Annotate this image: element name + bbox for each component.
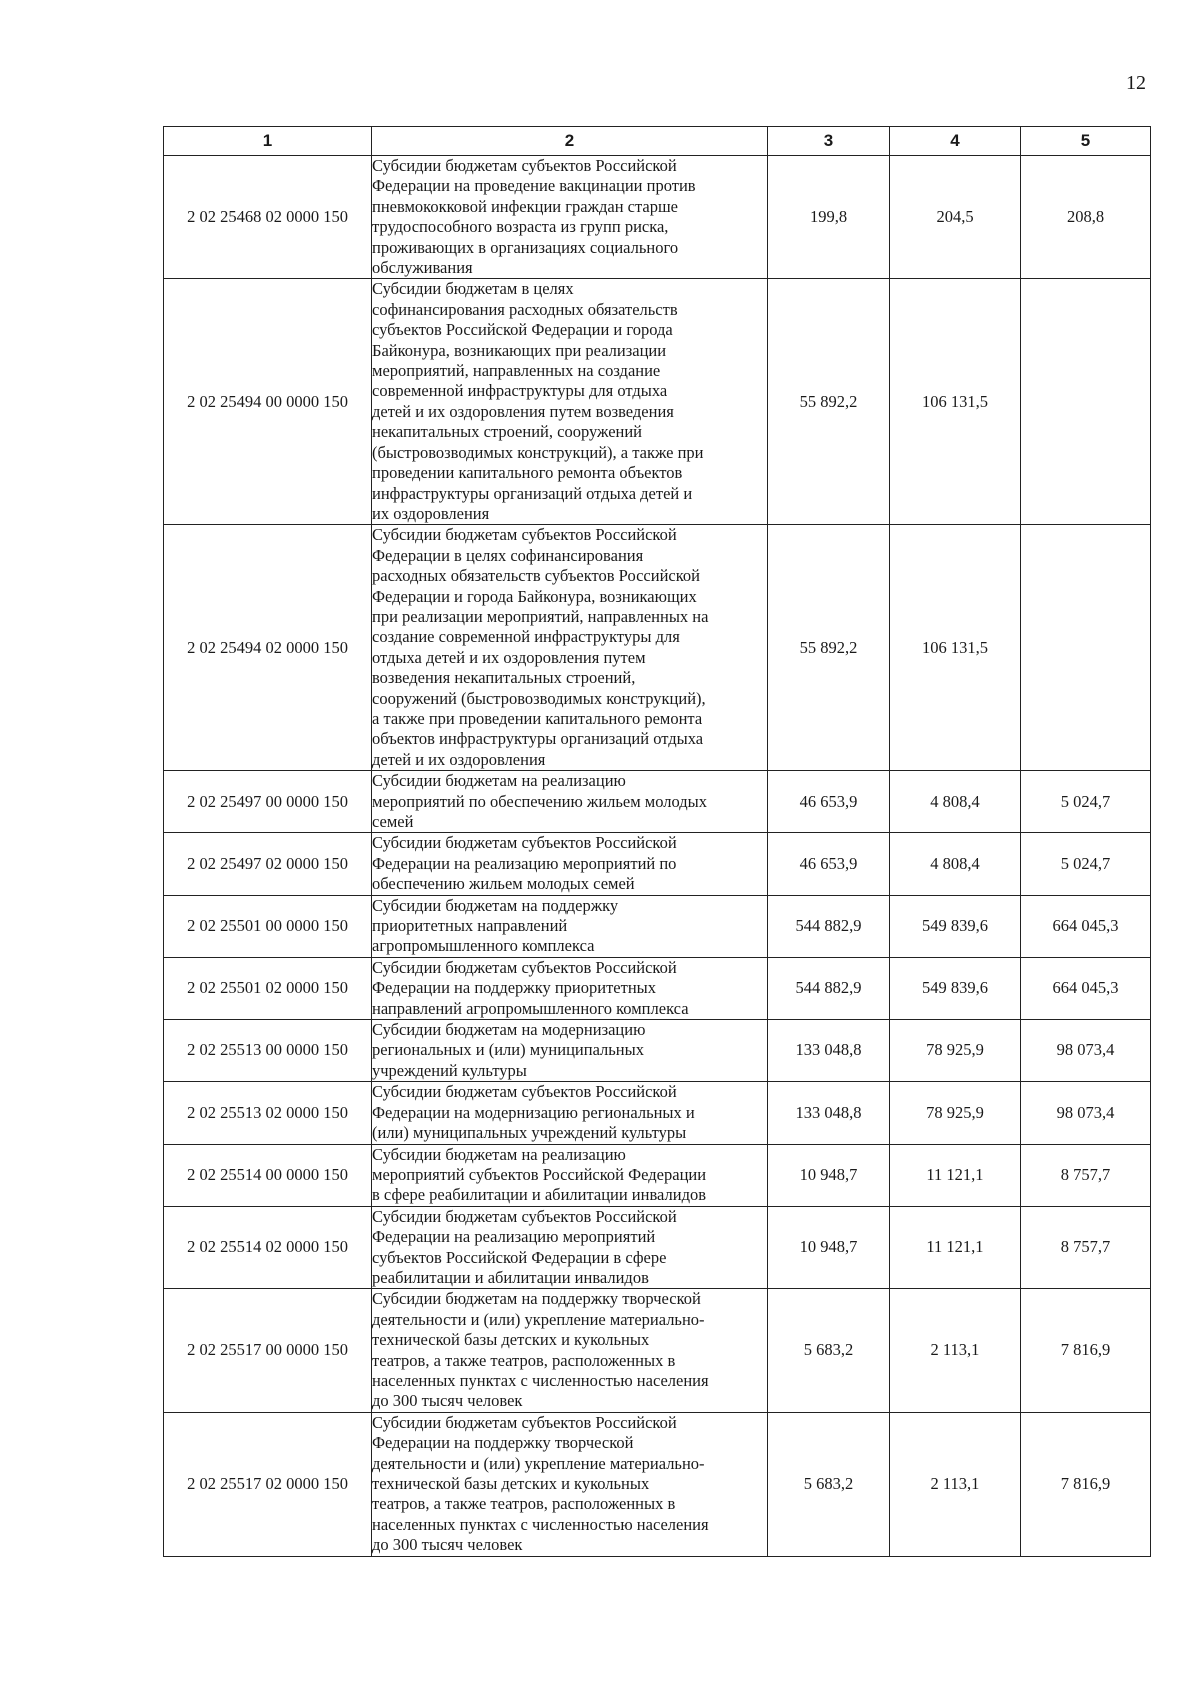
table-row: [164, 1412, 1151, 1556]
description-line: региональных и (или) муниципальных: [372, 1040, 644, 1060]
description-cell: [372, 1020, 768, 1082]
description-cell: [372, 156, 768, 279]
description-line: софинансирования расходных обязательств: [372, 299, 678, 319]
budget-code-cell: 2 02 25513 00 0000 150: [164, 1020, 372, 1082]
description-cell: [372, 1144, 768, 1206]
description-line: мероприятий по обеспечению жильем молодых: [372, 791, 708, 811]
description-cell: [372, 279, 768, 525]
description-line: семей: [372, 812, 414, 831]
amount-col4-cell: 2 113,1: [890, 1412, 1021, 1556]
amount-col4-cell: 11 121,1: [890, 1144, 1021, 1206]
table-row: [164, 1082, 1151, 1144]
table-row: [164, 1020, 1151, 1082]
description-line: Федерации на реализацию мероприятий: [372, 1227, 656, 1247]
page-number: 12: [1126, 72, 1146, 94]
table-row: [164, 279, 1151, 525]
description-cell: [372, 1206, 768, 1289]
description-cell: [372, 1082, 768, 1144]
description-line: проживающих в организациях социального: [372, 237, 679, 257]
amount-col3-cell: 55 892,2: [768, 525, 890, 771]
amount-col5-cell: 8 757,7: [1021, 1206, 1151, 1289]
description-line: Федерации на поддержку приоритетных: [372, 978, 657, 998]
amount-col5-cell: 208,8: [1021, 156, 1151, 279]
amount-col3-cell: 544 882,9: [768, 957, 890, 1019]
description-line: Субсидии бюджетам субъектов Российской: [372, 525, 677, 545]
description-line: Субсидии бюджетам на реализацию: [372, 1144, 626, 1164]
description-line: их оздоровления: [372, 503, 490, 523]
description-line: Субсидии бюджетам субъектов Российской: [372, 1206, 677, 1226]
description-line: деятельности и (или) укрепление материально-: [372, 1453, 705, 1473]
description-line: населенных пунктах с численностью населения: [372, 1514, 709, 1534]
amount-col4-cell: 106 131,5: [890, 525, 1021, 771]
table-row: [164, 1144, 1151, 1206]
description-line: театров, а также театров, расположенных в: [372, 1494, 676, 1514]
description-line: детей и их оздоровления: [372, 749, 546, 769]
amount-col3-cell: 199,8: [768, 156, 890, 279]
amount-col5-cell: 664 045,3: [1021, 895, 1151, 957]
description-line: обслуживания: [372, 258, 473, 278]
amount-col4-cell: 4 808,4: [890, 771, 1021, 833]
table-row: [164, 957, 1151, 1019]
description-line: субъектов Российской Федерации и города: [372, 320, 673, 340]
description-line: (или) муниципальных учреждений культуры: [372, 1123, 687, 1143]
description-line: проведении капитального ремонта объектов: [372, 463, 683, 483]
amount-col3-cell: 544 882,9: [768, 895, 890, 957]
description-line: трудоспособного возраста из групп риска,: [372, 217, 669, 237]
description-line: в сфере реабилитации и абилитации инвалидов: [372, 1185, 707, 1205]
header-col-1: 1: [164, 127, 372, 156]
amount-col4-cell: 106 131,5: [890, 279, 1021, 525]
description-line: агропромышленного комплекса: [372, 936, 595, 956]
table-body: [164, 156, 1151, 1557]
budget-code-cell: 2 02 25517 00 0000 150: [164, 1289, 372, 1412]
description-line: современной инфраструктуры для отдыха: [372, 381, 668, 401]
budget-code-cell: 2 02 25501 02 0000 150: [164, 957, 372, 1019]
budget-table: [163, 126, 1151, 1557]
budget-code-cell: 2 02 25514 00 0000 150: [164, 1144, 372, 1206]
header-col-4: 4: [890, 127, 1021, 156]
amount-col4-cell: 4 808,4: [890, 833, 1021, 895]
header-col-2: 2: [372, 127, 768, 156]
header-col-3: 3: [768, 127, 890, 156]
budget-code-cell: 2 02 25513 02 0000 150: [164, 1082, 372, 1144]
table-row: [164, 525, 1151, 771]
amount-col4-cell: 78 925,9: [890, 1020, 1021, 1082]
description-cell: [372, 1412, 768, 1556]
budget-code-cell: 2 02 25497 02 0000 150: [164, 833, 372, 895]
description-line: технической базы детских и кукольных: [372, 1330, 650, 1350]
description-line: некапитальных строений, сооружений: [372, 422, 643, 442]
description-line: а также при проведении капитального ремонта: [372, 708, 703, 728]
description-line: Федерации на модернизацию региональных и: [372, 1102, 695, 1122]
description-line: Федерации на реализацию мероприятий по: [372, 853, 677, 873]
amount-col5-cell: 7 816,9: [1021, 1412, 1151, 1556]
budget-code-cell: 2 02 25494 02 0000 150: [164, 525, 372, 771]
description-line: Субсидии бюджетам субъектов Российской: [372, 833, 677, 853]
amount-col3-cell: 133 048,8: [768, 1082, 890, 1144]
table-row: [164, 1206, 1151, 1289]
description-line: населенных пунктах с численностью населения: [372, 1370, 709, 1390]
description-line: деятельности и (или) укрепление материально-: [372, 1309, 705, 1329]
amount-col3-cell: 5 683,2: [768, 1289, 890, 1412]
description-line: Субсидии бюджетам на модернизацию: [372, 1020, 646, 1040]
description-line: создание современной инфраструктуры для: [372, 627, 680, 647]
amount-col3-cell: 5 683,2: [768, 1412, 890, 1556]
amount-col5-cell: 98 073,4: [1021, 1082, 1151, 1144]
amount-col3-cell: 46 653,9: [768, 833, 890, 895]
description-line: расходных обязательств субъектов Российской: [372, 566, 700, 586]
amount-col3-cell: 46 653,9: [768, 771, 890, 833]
amount-col5-cell: 664 045,3: [1021, 957, 1151, 1019]
description-line: Субсидии бюджетам на поддержку творческой: [372, 1289, 701, 1309]
description-line: Субсидии бюджетам субъектов Российской: [372, 957, 677, 977]
description-cell: [372, 833, 768, 895]
amount-col5-cell: 98 073,4: [1021, 1020, 1151, 1082]
description-line: Субсидии бюджетам в целях: [372, 279, 574, 299]
description-line: до 300 тысяч человек: [372, 1535, 523, 1555]
amount-col5-cell: [1021, 525, 1151, 771]
budget-code-cell: 2 02 25514 02 0000 150: [164, 1206, 372, 1289]
description-line: мероприятий, направленных на создание: [372, 361, 661, 381]
description-line: Байконура, возникающих при реализации: [372, 340, 667, 360]
amount-col3-cell: 10 948,7: [768, 1206, 890, 1289]
amount-col5-cell: 8 757,7: [1021, 1144, 1151, 1206]
description-cell: [372, 1289, 768, 1412]
description-line: Субсидии бюджетам на реализацию: [372, 771, 626, 791]
budget-code-cell: 2 02 25517 02 0000 150: [164, 1412, 372, 1556]
description-line: Федерации на проведение вакцинации против: [372, 176, 696, 196]
table-row: [164, 895, 1151, 957]
description-line: объектов инфраструктуры организаций отдыха: [372, 729, 704, 749]
description-line: до 300 тысяч человек: [372, 1391, 523, 1411]
table-row: [164, 771, 1151, 833]
table-row: [164, 156, 1151, 279]
description-line: возведения некапитальных строений,: [372, 668, 636, 688]
description-cell: [372, 771, 768, 833]
amount-col5-cell: 7 816,9: [1021, 1289, 1151, 1412]
description-line: Федерации на поддержку творческой: [372, 1433, 634, 1453]
description-line: реабилитации и абилитации инвалидов: [372, 1267, 649, 1287]
description-line: отдыха детей и их оздоровления путем: [372, 647, 646, 667]
description-line: Субсидии бюджетам субъектов Российской: [372, 156, 677, 175]
amount-col5-cell: 5 024,7: [1021, 833, 1151, 895]
description-line: инфраструктуры организаций отдыха детей и: [372, 483, 693, 503]
amount-col4-cell: 2 113,1: [890, 1289, 1021, 1412]
amount-col4-cell: 78 925,9: [890, 1082, 1021, 1144]
description-line: обеспечению жильем молодых семей: [372, 874, 635, 894]
amount-col4-cell: 549 839,6: [890, 957, 1021, 1019]
description-line: Федерации и города Байконура, возникающих: [372, 586, 697, 606]
description-line: субъектов Российской Федерации в сфере: [372, 1247, 667, 1267]
amount-col4-cell: 549 839,6: [890, 895, 1021, 957]
description-line: приоритетных направлений: [372, 916, 568, 936]
description-line: детей и их оздоровления путем возведения: [372, 401, 674, 421]
description-cell: [372, 895, 768, 957]
description-line: Субсидии бюджетам субъектов Российской: [372, 1082, 677, 1102]
header-row: [164, 127, 1151, 156]
budget-code-cell: 2 02 25501 00 0000 150: [164, 895, 372, 957]
budget-code-cell: 2 02 25497 00 0000 150: [164, 771, 372, 833]
amount-col4-cell: 204,5: [890, 156, 1021, 279]
description-cell: [372, 957, 768, 1019]
amount-col3-cell: 55 892,2: [768, 279, 890, 525]
description-line: при реализации мероприятий, направленных на: [372, 606, 709, 626]
description-line: (быстровозводимых конструкций), а также при: [372, 442, 704, 462]
description-line: Федерации в целях софинансирования: [372, 545, 644, 565]
table-row: [164, 1289, 1151, 1412]
amount-col3-cell: 133 048,8: [768, 1020, 890, 1082]
description-line: учреждений культуры: [372, 1060, 527, 1080]
description-cell: [372, 525, 768, 771]
description-line: Субсидии бюджетам на поддержку: [372, 895, 619, 915]
budget-code-cell: 2 02 25468 02 0000 150: [164, 156, 372, 279]
description-line: мероприятий субъектов Российской Федерации: [372, 1164, 707, 1184]
description-line: технической базы детских и кукольных: [372, 1474, 650, 1493]
amount-col5-cell: [1021, 279, 1151, 525]
description-line: театров, а также театров, расположенных в: [372, 1350, 676, 1370]
amount-col3-cell: 10 948,7: [768, 1144, 890, 1206]
description-line: направлений агропромышленного комплекса: [372, 998, 689, 1018]
description-line: Субсидии бюджетам субъектов Российской: [372, 1412, 677, 1432]
amount-col4-cell: 11 121,1: [890, 1206, 1021, 1289]
description-line: сооружений (быстровозводимых конструкций),: [372, 688, 706, 708]
amount-col5-cell: 5 024,7: [1021, 771, 1151, 833]
description-line: пневмококковой инфекции граждан старше: [372, 196, 678, 216]
budget-code-cell: 2 02 25494 00 0000 150: [164, 279, 372, 525]
header-col-5: 5: [1021, 127, 1151, 156]
table-row: [164, 833, 1151, 895]
